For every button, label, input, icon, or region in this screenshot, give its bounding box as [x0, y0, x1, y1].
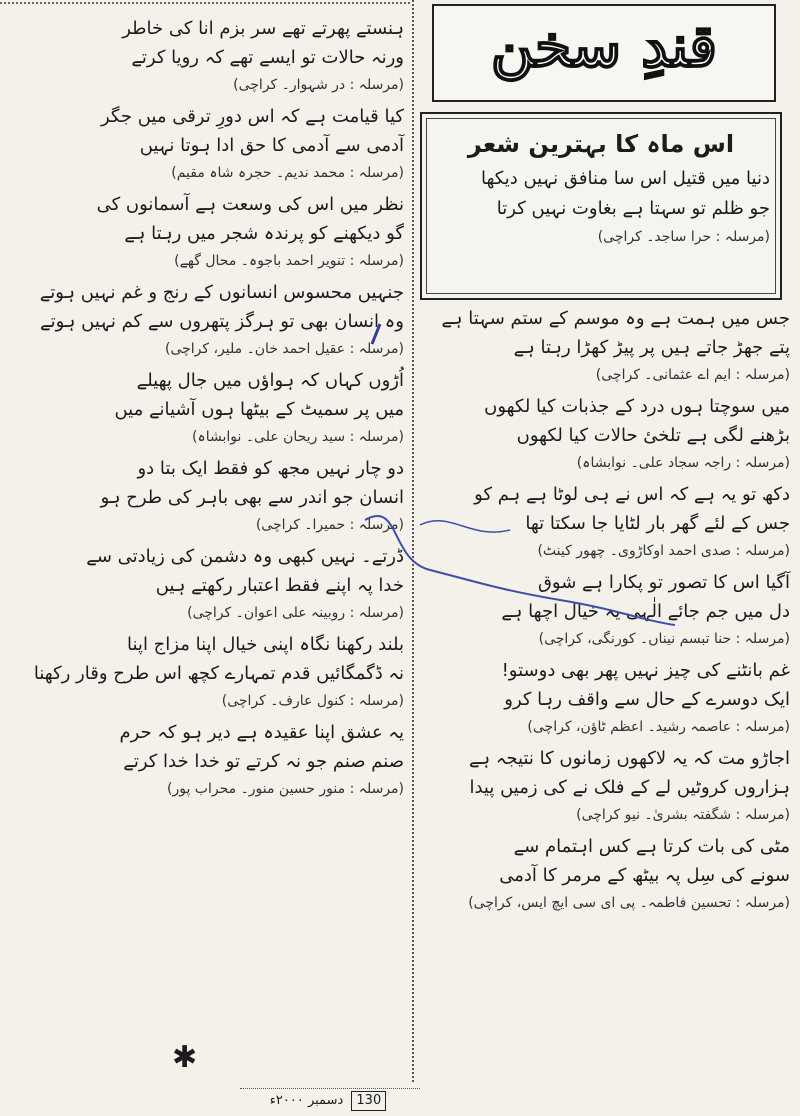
contributor-credit: (مرسلہ : محمد ندیم۔ حجرہ شاہ مقیم): [171, 165, 404, 181]
verse-line: ڈرتے۔ نہیں کبھی وہ دشمن کی زیادتی سے: [86, 546, 404, 567]
verse-line: اجاڑو مت کہ یہ لاکھوں زمانوں کا نتیجہ ہے: [469, 748, 790, 769]
verse-line: ہزاروں کروٹیں لے کے فلک نے کی زمیں پیدا: [469, 777, 790, 798]
contributor-credit: (مرسلہ : روبینہ علی اعوان۔ کراچی): [187, 605, 404, 621]
featured-credit: (مرسلہ : حرا ساجد۔ کراچی): [597, 229, 770, 245]
verse-line: ایک دوسرے کے حال سے واقف رہا کرو: [504, 689, 790, 710]
contributor-credit: (مرسلہ : شگفتہ بشریٰ۔ نیو کراچی): [576, 807, 790, 823]
verse-line: بڑھنے لگی ہے تلخیٔ حالات کیا لکھوں: [516, 425, 790, 446]
verse-line: آگیا اس کا تصور تو پکارا ہے شوق: [537, 572, 790, 593]
verse-line: ہنستے پھرتے تھے سر بزم انا کی خاطر: [122, 18, 404, 39]
couplet-entry: [14, 190, 404, 274]
couplet-entry: [422, 832, 790, 916]
contributor-credit: (مرسلہ : تحسین فاطمہ۔ پی ای سی ایچ ایس، کراچی): [468, 895, 790, 911]
couplet-entry: [422, 392, 790, 476]
couplet-entry: [422, 304, 790, 388]
contributor-credit: (مرسلہ : عاصمہ رشید۔ اعظم ٹاؤن، کراچی): [527, 719, 790, 735]
contributor-credit: (مرسلہ : کنول عارف۔ کراچی): [221, 693, 404, 709]
verse-line: کیا قیامت ہے کہ اس دورِ ترقی میں جگر: [100, 106, 404, 127]
verse-line: ورنہ حالات تو ایسے تھے کہ رویا کرتے: [131, 47, 404, 68]
contributor-credit: (مرسلہ : عقیل احمد خان۔ ملیر، کراچی): [165, 341, 404, 357]
contributor-credit: (مرسلہ : سید ریحان علی۔ نوابشاہ): [192, 429, 404, 445]
couplet-entry: [14, 630, 404, 714]
couplet-entry: [14, 366, 404, 450]
verse-line: خدا پہ اپنے فقط اعتبار رکھتے ہیں: [155, 575, 404, 596]
verse-line: نہ ڈگمگائیں قدم تمہارے کچھ اس طرح وقار رکھنا: [33, 663, 404, 684]
verse-line: بلند رکھنا نگاہ اپنی خیال اپنا مزاج اپنا: [127, 634, 404, 655]
verse-line: وہ انسان بھی تو ہرگز پتھروں سے کم نہیں ہوتے: [40, 311, 404, 332]
verse-line: نظر میں اس کی وسعت ہے آسمانوں کی: [96, 194, 404, 215]
column-divider: [412, 0, 414, 1082]
verse-line: آدمی سے آدمی کا حق ادا ہوتا نہیں: [139, 135, 404, 156]
verse-line: مٹی کی بات کرتا ہے کس اہتمام سے: [513, 836, 790, 857]
couplet-entry: [422, 656, 790, 740]
couplet-entry: [14, 542, 404, 626]
right-column: [422, 304, 790, 920]
contributor-credit: (مرسلہ : ایم اے عثمانی۔ کراچی): [595, 367, 790, 383]
couplet-entry: [422, 744, 790, 828]
verse-line: انسان جو اندر سے بھی باہر کی طرح ہو: [100, 487, 404, 508]
verse-line: سونے کی سِل پہ بیٹھ کے مرمر کا آدمی: [499, 865, 790, 886]
contributor-credit: (مرسلہ : صدی احمد اوکاڑوی۔ چھور کینٹ): [537, 543, 790, 559]
issue-date: دسمبر ۲۰۰۰ء: [269, 1093, 344, 1108]
contributor-credit: (مرسلہ : تنویر احمد باجوہ۔ محال گھے): [174, 253, 404, 269]
couplet-entry: [422, 480, 790, 564]
couplet-entry: [14, 718, 404, 802]
featured-heading: اس ماہ کا بہترین شعر: [467, 130, 735, 158]
couplet-entry: [14, 278, 404, 362]
page-number: 130: [351, 1091, 386, 1111]
featured-couplet-box: [420, 112, 782, 300]
couplet-entry: [14, 14, 404, 98]
verse-line: جنہیں محسوس انسانوں کے رنج و غم نہیں ہوتے: [39, 282, 404, 303]
verse-line: جس کے لئے گھر بار لٹایا جا سکتا تھا: [525, 513, 790, 534]
couplet-entry: [14, 454, 404, 538]
verse-line: دکھ تو یہ ہے کہ اس نے ہی لوٹا ہے ہم کو: [474, 484, 790, 505]
featured-line: دنیا میں قتیل اس سا منافق نہیں دیکھا: [480, 168, 770, 189]
top-border: [0, 2, 410, 4]
verse-line: پتے جھڑ جاتے ہیں پر پیڑ کھڑا رہتا ہے: [513, 337, 790, 358]
verse-line: جس میں ہمت ہے وہ موسم کے ستم سہتا ہے: [441, 308, 790, 329]
verse-line: میں پر سمیٹ کے بیٹھا ہوں آشیانے میں: [114, 399, 404, 420]
contributor-credit: (مرسلہ : حمیرا۔ کراچی): [255, 517, 404, 533]
contributor-credit: (مرسلہ : در شہوار۔ کراچی): [233, 77, 404, 93]
contributor-credit: (مرسلہ : حنا تبسم نیناں۔ کورنگی، کراچی): [538, 631, 790, 647]
verse-line: غم بانٹنے کی چیز نہیں پھر بھی دوستو!: [501, 660, 790, 681]
verse-line: گو دیکھنے کو پرندہ شجر میں رہتا ہے: [124, 223, 404, 244]
contributor-credit: (مرسلہ : راجہ سجاد علی۔ نوابشاہ): [576, 455, 790, 471]
left-column: [14, 14, 404, 806]
masthead: [432, 4, 776, 102]
verse-line: یہ عشق اپنا عقیدہ ہے دیر ہو کہ حرم: [119, 722, 404, 743]
verse-line: میں سوچتا ہوں درد کے جذبات کیا لکھوں: [484, 396, 790, 417]
page-footer: [240, 1088, 420, 1113]
verse-line: صنم صنم جو نہ کرتے تو خدا خدا کرتے: [123, 751, 404, 772]
featured-line: جو ظلم تو سہتا ہے بغاوت نہیں کرتا: [496, 198, 770, 219]
masthead-title: قندِ سخن: [490, 12, 718, 80]
couplet-entry: [422, 568, 790, 652]
couplet-entry: [14, 102, 404, 186]
contributor-credit: (مرسلہ : منور حسین منور۔ محراب پور): [166, 781, 404, 797]
asterisk-ornament: ✱: [172, 1040, 198, 1075]
verse-line: اُڑوں کہاں کہ ہواؤں میں جال پھیلے: [136, 370, 404, 391]
verse-line: دو چار نہیں مجھ کو فقط ایک بتا دو: [137, 458, 404, 479]
verse-line: دل میں جم جائے الٰہی یہ خیال اچھا ہے: [501, 601, 790, 622]
